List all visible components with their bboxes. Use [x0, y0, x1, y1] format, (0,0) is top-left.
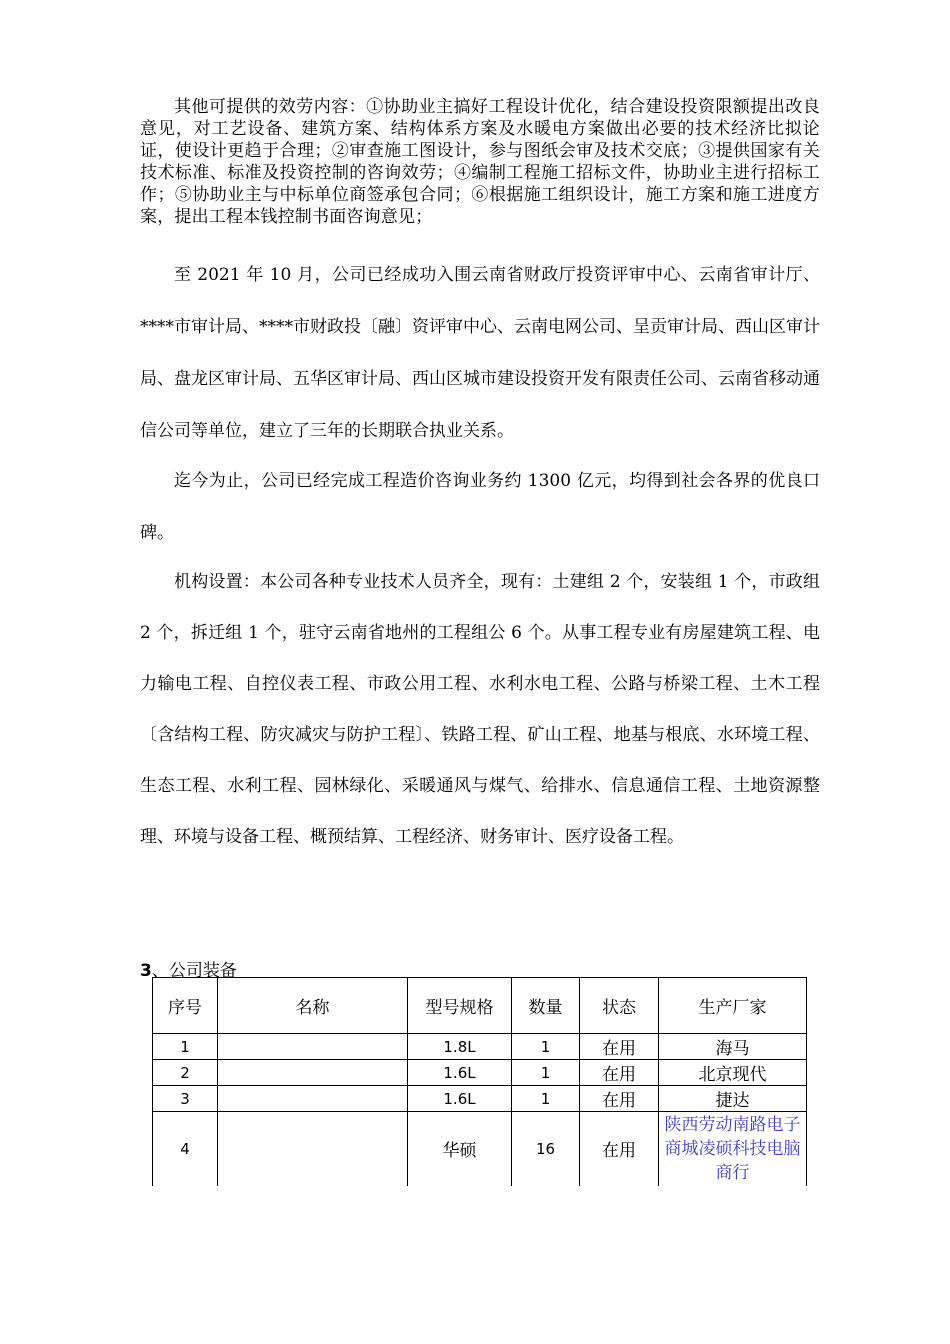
- cell-qty: 1: [512, 1086, 580, 1112]
- cell-name: [218, 1034, 408, 1060]
- header-maker: 生产厂家: [659, 978, 807, 1034]
- cell-no: 4: [153, 1112, 218, 1186]
- section-number: 3: [140, 961, 152, 981]
- cell-name: [218, 1060, 408, 1086]
- paragraph-services: 其他可提供的效劳内容：①协助业主搞好工程设计优化，结合建设投资限额提出改良意见，对工艺设备、建筑方案、结构体系方案及水暖电方案做出必要的技术经济比拟论证，使设计更趋于合理；②审查施工图设计，参与图纸会审及技术交底；③提供国家有关技术标准、标准及投资控制的咨询效劳；④编制工程施工招标文件，协助业主进行招标工作；⑤协助业主与中标单位商签承包合同；⑥根据施工组织设计，施工方案和施工进度方案，提出工程本钱控制书面咨询意见；: [140, 97, 820, 227]
- cell-qty: 16: [512, 1112, 580, 1186]
- cell-model: 华硕: [408, 1112, 512, 1186]
- header-model: 型号规格: [408, 978, 512, 1034]
- section-title: 、公司装备: [151, 961, 237, 981]
- header-status: 状态: [580, 978, 659, 1034]
- cell-maker: 海马: [659, 1034, 807, 1060]
- cell-model: 1.6L: [408, 1060, 512, 1086]
- paragraph-achievements: 迄今为止，公司已经完成工程造价咨询业务约 1300 亿元，均得到社会各界的优良口碑。: [140, 471, 820, 543]
- header-name: 名称: [218, 978, 408, 1034]
- header-qty: 数量: [512, 978, 580, 1034]
- cell-name: [218, 1112, 408, 1186]
- header-no: 序号: [153, 978, 218, 1034]
- cell-maker: 北京现代: [659, 1060, 807, 1086]
- table-header-row: [153, 978, 807, 1034]
- paragraph-organization: 机构设置：本公司各种专业技术人员齐全，现有：土建组 2 个，安装组 1 个，市政组 2 个，拆迁组 1 个，驻守云南省地州的工程组公 6 个。从事工程专业有房屋建筑工程、电力输电工程、自控仪表工程、市政公用工程、水利水电工程、公路与桥梁工程、土木工程〔含结构工程、防灾减灾与防护工程〕、铁路工程、矿山工程、地基与根底、水环境工程、生态工程、水利工程、园林绿化、采暖通风与煤气、给排水、信息通信工程、土地资源整理、环境与设备工程、概预结算、工程经济、财务审计、医疗设备工程。: [140, 572, 820, 847]
- cell-status: 在用: [580, 1112, 659, 1186]
- cell-status: 在用: [580, 1086, 659, 1112]
- cell-no: 3: [153, 1086, 218, 1112]
- table-row: [153, 1086, 807, 1112]
- equipment-table: [152, 977, 807, 1186]
- table-row: [153, 1060, 807, 1086]
- cell-model: 1.6L: [408, 1086, 512, 1112]
- cell-no: 2: [153, 1060, 218, 1086]
- table-row: [153, 1034, 807, 1060]
- cell-qty: 1: [512, 1034, 580, 1060]
- cell-maker: 捷达: [659, 1086, 807, 1112]
- cell-name: [218, 1086, 408, 1112]
- cell-status: 在用: [580, 1060, 659, 1086]
- cell-no: 1: [153, 1034, 218, 1060]
- table-row: [153, 1112, 807, 1186]
- cell-model: 1.8L: [408, 1034, 512, 1060]
- cell-qty: 1: [512, 1060, 580, 1086]
- cell-maker: 陕西劳动南路电子商城凌硕科技电脑商行: [659, 1112, 807, 1186]
- paragraph-partners: 至 2021 年 10 月，公司已经成功入围云南省财政厅投资评审中心、云南省审计厅、****市审计局、****市财政投〔融〕资评审中心、云南电网公司、呈贡审计局、西山区审计局、盘龙区审计局、五华区审计局、西山区城市建设投资开发有限责任公司、云南省移动通信公司等单位，建立了三年的长期联合执业关系。: [140, 265, 820, 441]
- cell-status: 在用: [580, 1034, 659, 1060]
